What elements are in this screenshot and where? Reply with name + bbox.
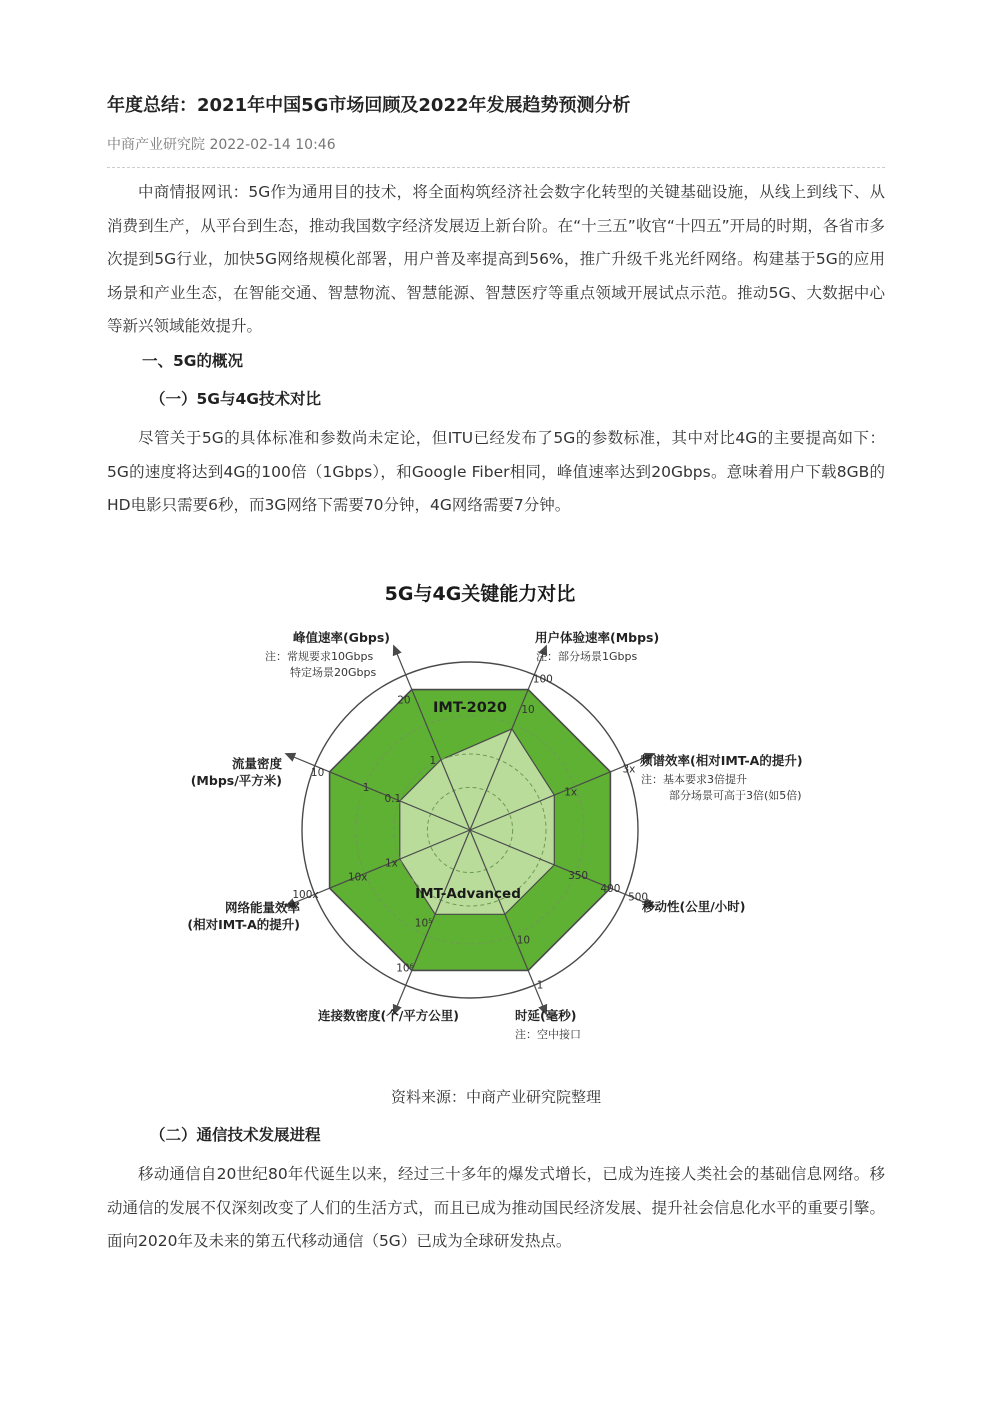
series-label-imtadvanced: IMT-Advanced [415,886,521,902]
section-heading-5g-overview: 一、5G的概况 [142,352,244,370]
tick-label-axis3-2: 1x [564,786,578,799]
axis-note-1-2: 特定场景20Gbps [290,666,377,679]
chart-title: 5G与4G关键能力对比 [384,583,576,605]
tick-label-axis1-1: 20 [397,694,411,707]
axis-label-3: 频谱效率(相对IMT-A的提升) [640,753,803,768]
axis-label-6: 连接数密度(个/平方公里) [318,1008,459,1023]
tick-label-axis8-2: 1 [362,782,370,794]
axis-label-7-unit: (相对IMT-A的提升) [187,917,300,932]
axis-label-2: 用户体验速率(Mbps) [535,630,660,645]
axis-label-8-main: 流量密度 [231,756,282,771]
tick-label-axis7-3: 1x [384,857,398,870]
tick-label-axis5-1: 1 [536,979,544,992]
subsection-heading-5g-4g-compare: （一）5G与4G技术对比 [150,390,322,408]
title-divider [107,167,885,168]
tick-label-axis8-1: 10 [310,766,325,779]
axis-note-5-1: 注：空中接口 [515,1028,581,1041]
progress-paragraph: 移动通信自20世纪80年代诞生以来，经过三十多年的爆发式增长，已成为连接人类社会的基础信息网络。移动通信的发展不仅深刻改变了人们的生活方式，而且已成为推动国民经济发展、提升社会信息化水平的重要引擎。面向2020年及未来的第五代移动通信（5G）已成为全球研发热点。 [107,1165,885,1250]
radar-chart [150,568,850,1058]
axis-note-3-2: 部分场景可高于3倍(如5倍) [669,789,802,802]
tick-label-axis8-3: 0.1 [384,793,402,805]
axis-label-5: 时延(毫秒) [515,1008,577,1023]
tick-label-axis1-2: 1 [429,754,437,767]
article-title: 年度总结：2021年中国5G市场回顾及2022年发展趋势预测分析 [107,95,631,116]
series-label-imt2020: IMT-2020 [433,700,507,717]
tick-label-axis3-1: 3x [622,763,636,776]
axis-note-2-1: 注：部分场景1Gbps [536,650,638,663]
compare-paragraph: 尽管关于5G的具体标准和参数尚未定论，但ITU已经发布了5G的参数标准，其中对比4G的主要提高如下：5G的速度将达到4G的100倍（1Gbps），和Google Fiber相同，峰值速率达到20Gbps。意味着用户下载8GB的HD电影只需要6秒，而3G网络下需要70分钟，4G网络需要7分钟。 [107,429,885,514]
axis-label-1: 峰值速率(Gbps) [292,630,390,645]
tick-label-axis4-2: 400 [600,883,621,896]
intro-paragraph: 中商情报网讯：5G作为通用目的技术，将全面构筑经济社会数字化转型的关键基础设施，从线上到线下、从消费到生产，从平台到生态，推动我国数字经济发展迈上新台阶。在“十三五”收官“十四五”开局的时期，各省市多次提到5G行业，加快5G网络规模化部署，用户普及率提高到56%，推广升级千兆光纤网络。构建基于5G的应用场景和产业生态，在智能交通、智慧物流、智慧能源、智慧医疗等重点领域开展试点示范。推动5G、大数据中心等新兴领域能效提升。 [107,183,885,335]
tick-label-axis6-1: 10⁶ [396,962,414,975]
axis-label-8-unit: (Mbps/平方米) [190,773,282,788]
axis-note-3-1: 注：基本要求3倍提升 [641,773,747,786]
tick-label-axis4-3: 350 [568,869,589,882]
axis-label-4: 移动性(公里/小时) [642,899,746,914]
article-meta: 中商产业研究院 2022-02-14 10:46 [107,137,336,153]
tick-label-axis7-1: 100x [292,889,319,901]
tick-label-axis5-2: 10 [516,934,531,947]
subsection-heading-tech-progress: （二）通信技术发展进程 [150,1126,321,1144]
tick-label-axis2-2: 10 [521,704,535,717]
chart-source-caption: 资料来源：中商产业研究院整理 [390,1088,601,1106]
tick-label-axis6-2: 10⁵ [414,917,433,930]
axis-note-1-1: 注：常规要求10Gbps [265,650,374,663]
axis-label-7-main: 网络能量效率 [224,900,300,915]
tick-label-axis2-1: 100 [532,673,553,686]
tick-label-axis7-2: 10x [347,871,368,884]
tick-label-axis4-1: 500 [628,891,649,904]
